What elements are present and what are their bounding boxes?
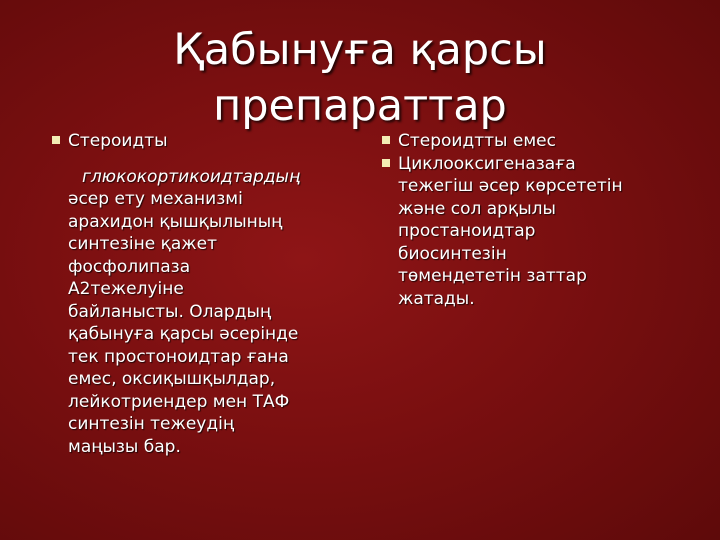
description-line: маңызы бар.: [68, 436, 181, 457]
description-line: А2тежелуіне: [68, 279, 184, 299]
square-bullet-icon: [382, 159, 390, 167]
bullet-line: тежегіш әсер көрсететін: [398, 176, 623, 196]
bullet-line: төмендететін заттар: [398, 266, 587, 286]
slide-title-line: Қабынуға қарсы: [173, 25, 547, 75]
slide-title-line: препараттар: [213, 81, 507, 131]
description-line: қабынуға қарсы әсерінде: [68, 324, 299, 344]
description-line: әсер ету механизмі: [68, 189, 243, 209]
bullet-line: жатады.: [398, 288, 475, 309]
bullet-item-steroid: [50, 130, 350, 153]
italic-term: глюкокортикоидтардың: [82, 166, 301, 187]
slide-title: [40, 22, 680, 134]
bullet-item-cox-inhibitors: [380, 153, 690, 311]
description-line: емес, оксиқышқылдар,: [68, 369, 276, 389]
description-line: байланысты. Олардың: [68, 301, 272, 322]
bullet-line: Стероидтты емес: [398, 131, 556, 151]
right-column: [380, 130, 690, 310]
description-line: арахидон қышқылының: [68, 211, 283, 232]
description-line: синтезіне қажет: [68, 234, 217, 254]
bullet-line: және сол арқылы: [398, 198, 556, 219]
bullet-line: Циклооксигеназаға: [398, 153, 576, 174]
bullet-label: Стероидты: [68, 131, 168, 151]
description-line: тек простоноидтар ғана: [68, 346, 289, 367]
bullet-item-non-steroid: [380, 130, 690, 153]
steroid-description: [50, 166, 350, 459]
square-bullet-icon: [52, 136, 60, 144]
left-column: [50, 130, 350, 458]
description-line: синтезін тежеудің: [68, 414, 235, 434]
description-line: фосфолипаза: [68, 256, 191, 277]
bullet-line: биосинтезін: [398, 243, 507, 264]
description-line: лейкотриендер мен ТАФ: [68, 391, 290, 412]
bullet-line: простаноидтар: [398, 221, 536, 241]
square-bullet-icon: [382, 136, 390, 144]
